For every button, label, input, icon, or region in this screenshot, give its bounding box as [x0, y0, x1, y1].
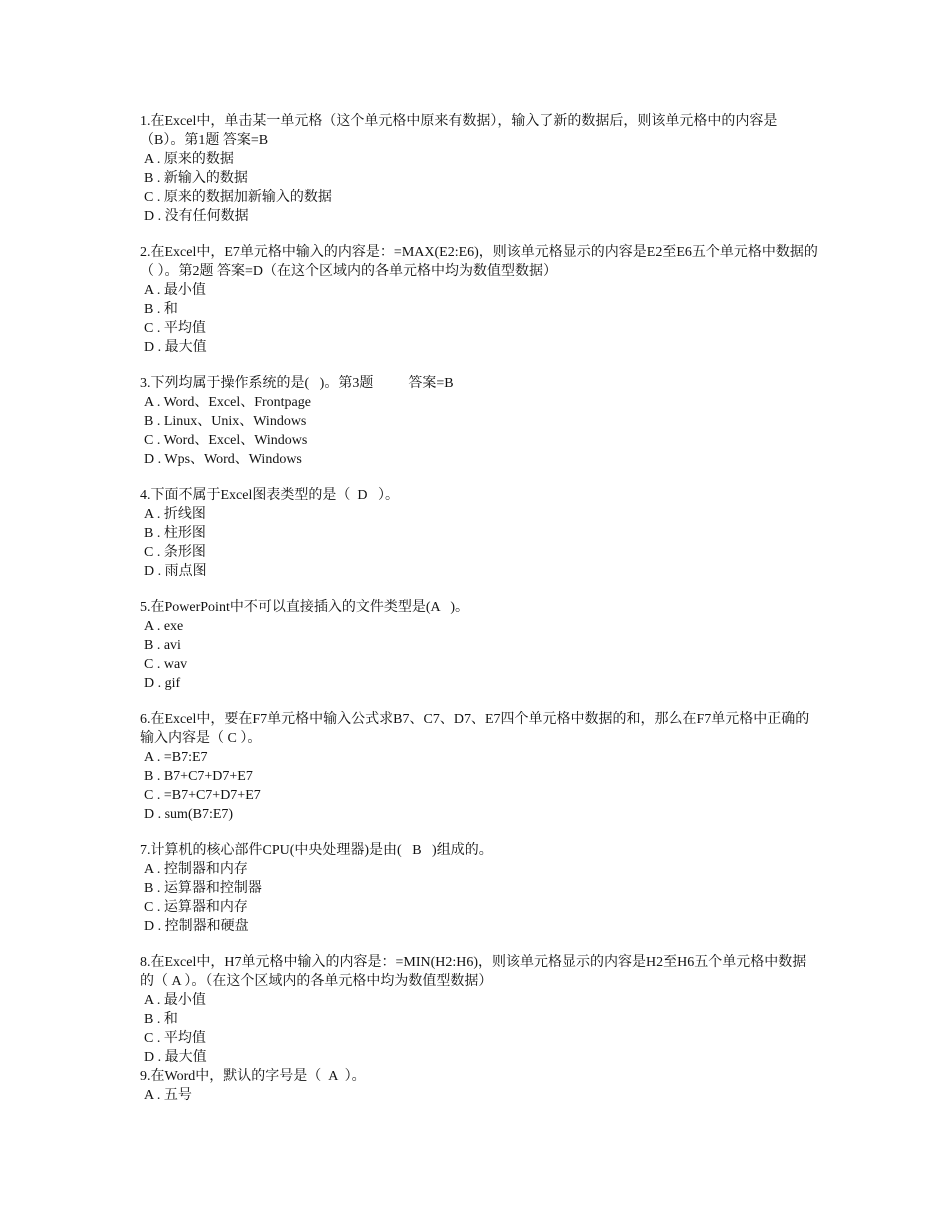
option-c: C . Word、Excel、Windows	[144, 433, 308, 448]
option-a: A . 最小值	[144, 993, 206, 1008]
question-9	[140, 1067, 820, 1105]
option-c: C . wav	[144, 657, 188, 672]
option-d: D . 最大值	[144, 340, 207, 355]
question-8	[140, 953, 820, 1067]
option-a: A . Word、Excel、Frontpage	[144, 395, 311, 410]
option-d: D . sum(B7:E7)	[144, 807, 234, 822]
option-b: B . 和	[144, 302, 178, 317]
question-2	[140, 243, 820, 357]
option-b: B . Linux、Unix、Windows	[144, 414, 307, 429]
option-c: C . 平均值	[144, 1031, 206, 1046]
option-a: A . 原来的数据	[144, 152, 234, 167]
option-d: D . 最大值	[144, 1050, 207, 1065]
question-3	[140, 374, 820, 469]
question-1	[140, 112, 820, 226]
question-text: 5.在PowerPoint中不可以直接插入的文件类型是(A )。	[140, 600, 469, 615]
option-b: B . avi	[144, 638, 181, 653]
option-d: D . 没有任何数据	[144, 209, 249, 224]
option-c: C . 平均值	[144, 321, 206, 336]
question-text: 4.下面不属于Excel图表类型的是（ D ）。	[140, 488, 399, 503]
option-c: C . 运算器和内存	[144, 900, 248, 915]
option-c: C . 原来的数据加新输入的数据	[144, 190, 332, 205]
option-b: B . 新输入的数据	[144, 171, 248, 186]
question-text: 7.计算机的核心部件CPU(中央处理器)是由( B )组成的。	[140, 843, 493, 858]
question-text: 8.在Excel中，H7单元格中输入的内容是：=MIN(H2:H6)，则该单元格显示的内容是H2至H6五个单元格中数据的（ A ）。（在这个区域内的各单元格中均为数值型数据）	[140, 955, 807, 989]
question-text: 9.在Word中，默认的字号是（ A ）。	[140, 1069, 366, 1084]
option-b: B . B7+C7+D7+E7	[144, 769, 253, 784]
option-a: A . =B7:E7	[144, 750, 208, 765]
option-c: C . =B7+C7+D7+E7	[144, 788, 261, 803]
option-d: D . Wps、Word、Windows	[144, 452, 302, 467]
option-a: A . 最小值	[144, 283, 206, 298]
question-6	[140, 710, 820, 824]
question-text: 6.在Excel中，要在F7单元格中输入公式求B7、C7、D7、E7四个单元格中数据的和，那么在F7单元格中正确的输入内容是（ C ）。	[140, 712, 810, 746]
option-a: A . exe	[144, 619, 184, 634]
question-7	[140, 841, 820, 936]
option-b: B . 柱形图	[144, 526, 206, 541]
option-d: D . 雨点图	[144, 564, 207, 579]
question-text: 2.在Excel中，E7单元格中输入的内容是：=MAX(E2:E6)，则该单元格显示的内容是E2至E6五个单元格中数据的（ ）。第2题 答案=D（在这个区域内的各单元格中均为数值型数据）	[140, 245, 818, 279]
option-d: D . gif	[144, 676, 181, 691]
option-c: C . 条形图	[144, 545, 206, 560]
option-b: B . 和	[144, 1012, 178, 1027]
option-a: A . 控制器和内存	[144, 862, 248, 877]
option-b: B . 运算器和控制器	[144, 881, 262, 896]
question-4	[140, 486, 820, 581]
question-text: 3.下列均属于操作系统的是( )。第3题 答案=B	[140, 376, 454, 391]
option-a: A . 折线图	[144, 507, 206, 522]
option-d: D . 控制器和硬盘	[144, 919, 249, 934]
document-page	[140, 112, 820, 1105]
question-text: 1.在Excel中，单击某一单元格（这个单元格中原来有数据），输入了新的数据后，则该单元格中的内容是（B）。第1题 答案=B	[140, 114, 778, 148]
question-5	[140, 598, 820, 693]
option-a: A . 五号	[144, 1088, 192, 1103]
